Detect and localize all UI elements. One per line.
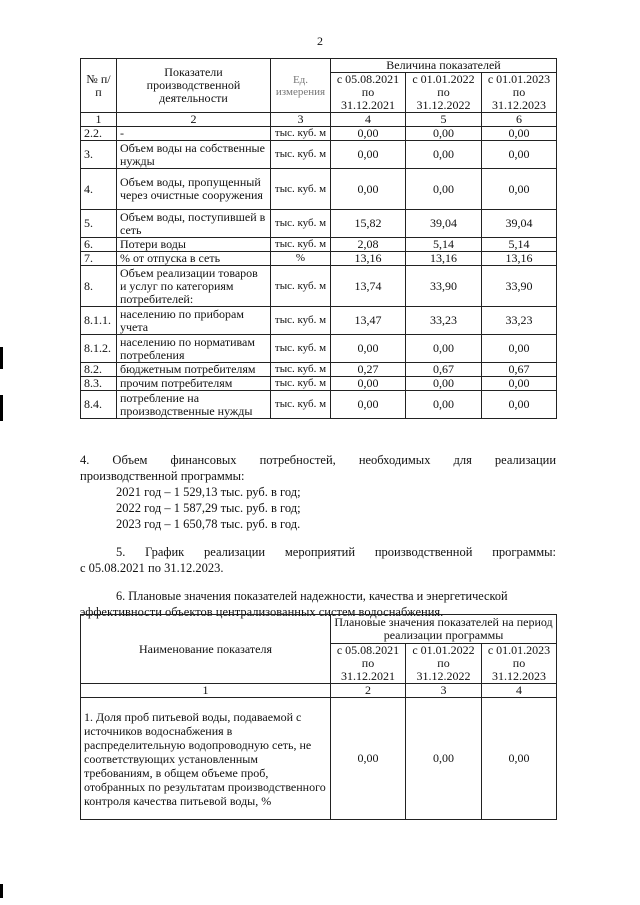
value-2023: 13,16 [482,252,557,266]
value-2023: 0,00 [482,169,557,210]
value-2021: 0,27 [331,363,406,377]
unit: % [271,252,331,266]
value-2022: 0,00 [406,698,482,820]
table-row [81,169,557,210]
indicator-name: потребление на производственные нужды [117,391,271,419]
table-row [81,127,557,141]
header-indicator: Показатели производственной деятельности [117,59,271,113]
section-5-line-2: с 05.08.2021 по 31.12.2023. [80,561,224,575]
table-row [81,391,557,419]
value-2022: 0,67 [406,363,482,377]
unit: тыс. куб. м [271,169,331,210]
col-number: 1 [81,113,117,127]
header-values-group: Величина показателей [331,59,557,73]
value-2022: 13,16 [406,252,482,266]
indicator-name: - [117,127,271,141]
value-2021: 13,74 [331,266,406,307]
value-2021: 0,00 [331,141,406,169]
scan-edge-mark [0,884,3,898]
value-2021: 0,00 [331,127,406,141]
header-num: № п/п [81,59,117,113]
header-period-2: с 01.01.2022 по 31.12.2022 [406,644,482,684]
section-5 [80,544,556,576]
value-2022: 0,00 [406,377,482,391]
table-row [81,141,557,169]
value-2021: 0,00 [331,391,406,419]
unit: тыс. куб. м [271,238,331,252]
value-2023: 33,90 [482,266,557,307]
value-2023: 0,00 [482,377,557,391]
table-row [81,210,557,238]
col-number: 2 [331,684,406,698]
value-2023: 0,00 [482,141,557,169]
row-number: 8. [81,266,117,307]
row-number: 3. [81,141,117,169]
unit: тыс. куб. м [271,377,331,391]
row-number: 8.1.1. [81,307,117,335]
value-2022: 0,00 [406,335,482,363]
value-2022: 0,00 [406,141,482,169]
header-period-1: с 05.08.2021 по 31.12.2021 [331,73,406,113]
value-2022: 39,04 [406,210,482,238]
value-2021: 0,00 [331,169,406,210]
unit: тыс. куб. м [271,127,331,141]
row-number: 4. [81,169,117,210]
table-row [81,252,557,266]
row-number: 8.4. [81,391,117,419]
indicator-name: 1. Доля проб питьевой воды, подаваемой с источников водоснабжения в распределительную водопроводную сеть, не соответствующих установленным требованиям, в общем объеме проб, отобранных по результатам производственного контроля качества питьевой воды, % [81,698,331,820]
indicator-name: населению по нормативам потребления [117,335,271,363]
value-2022: 0,00 [406,391,482,419]
row-number: 7. [81,252,117,266]
unit: тыс. куб. м [271,141,331,169]
unit: тыс. куб. м [271,363,331,377]
row-number: 5. [81,210,117,238]
value-2021: 13,47 [331,307,406,335]
value-2023: 33,23 [482,307,557,335]
header-period-3: с 01.01.2023 по 31.12.2023 [482,644,557,684]
section-6-line-2: эффективности объектов централизованных систем водоснабжения. [80,605,444,619]
col-number: 3 [271,113,331,127]
value-2021: 2,08 [331,238,406,252]
financing-2023: 2023 год – 1 650,78 тыс. руб. в год. [116,517,301,531]
reliability-indicators-table [80,614,557,820]
header-period-1: с 05.08.2021 по 31.12.2021 [331,644,406,684]
indicator-name: бюджетным потребителям [117,363,271,377]
col-number: 2 [117,113,271,127]
value-2022: 5,14 [406,238,482,252]
row-number: 2.2. [81,127,117,141]
row-number: 6. [81,238,117,252]
value-2023: 0,00 [482,127,557,141]
col-number: 6 [482,113,557,127]
value-2023: 0,00 [482,335,557,363]
row-number: 8.3. [81,377,117,391]
value-2021: 0,00 [331,335,406,363]
header-indicator-name: Наименование показателя [81,615,331,684]
col-number: 4 [482,684,557,698]
value-2022: 33,23 [406,307,482,335]
value-2023: 0,00 [482,391,557,419]
value-2021: 13,16 [331,252,406,266]
value-2023: 39,04 [482,210,557,238]
value-2022: 0,00 [406,169,482,210]
col-number: 5 [406,113,482,127]
indicator-name: % от отпуска в сеть [117,252,271,266]
indicator-name: Объем воды, поступившей в сеть [117,210,271,238]
col-number: 3 [406,684,482,698]
table-row [81,307,557,335]
scan-edge-mark [0,347,3,369]
table-row [81,266,557,307]
value-2023: 0,00 [482,698,557,820]
header-planned-values: Плановые значения показателей на период реализации программы [331,615,557,644]
table-row [81,238,557,252]
indicator-name: прочим потребителям [117,377,271,391]
table-row [81,377,557,391]
unit: тыс. куб. м [271,307,331,335]
section-5-line-1: 5. График реализации мероприятий производственной программы: [116,545,556,559]
section-4 [80,452,556,532]
indicator-name: Потери воды [117,238,271,252]
production-indicators-table [80,58,557,419]
indicator-name: населению по приборам учета [117,307,271,335]
table-row [81,363,557,377]
value-2021: 15,82 [331,210,406,238]
value-2021: 0,00 [331,698,406,820]
col-number: 4 [331,113,406,127]
col-number: 1 [81,684,331,698]
section-4-line-1: 4. Объем финансовых потребностей, необходимых для реализации [80,453,557,467]
unit: тыс. куб. м [271,210,331,238]
unit: тыс. куб. м [271,266,331,307]
value-2021: 0,00 [331,377,406,391]
table-row [81,698,557,820]
value-2022: 0,00 [406,127,482,141]
indicator-name: Объем воды на собственные нужды [117,141,271,169]
value-2023: 5,14 [482,238,557,252]
header-unit: Ед. измерения [271,59,331,113]
table-row [81,335,557,363]
scan-edge-mark [0,395,3,421]
row-number: 8.2. [81,363,117,377]
financing-2022: 2022 год – 1 587,29 тыс. руб. в год; [116,501,301,515]
financing-2021: 2021 год – 1 529,13 тыс. руб. в год; [116,485,301,499]
value-2023: 0,67 [482,363,557,377]
section-6-line-1: 6. Плановые значения показателей надежности, качества и энергетической [116,589,508,603]
page-number: 2 [317,34,323,48]
unit: тыс. куб. м [271,335,331,363]
indicator-name: Объем воды, пропущенный через очистные сооружения [117,169,271,210]
indicator-name: Объем реализации товаров и услуг по категориям потребителей: [117,266,271,307]
header-period-2: с 01.01.2022 по 31.12.2022 [406,73,482,113]
row-number: 8.1.2. [81,335,117,363]
section-4-line-2: производственной программы: [80,469,245,483]
header-period-3: с 01.01.2023 по 31.12.2023 [482,73,557,113]
value-2022: 33,90 [406,266,482,307]
unit: тыс. куб. м [271,391,331,419]
